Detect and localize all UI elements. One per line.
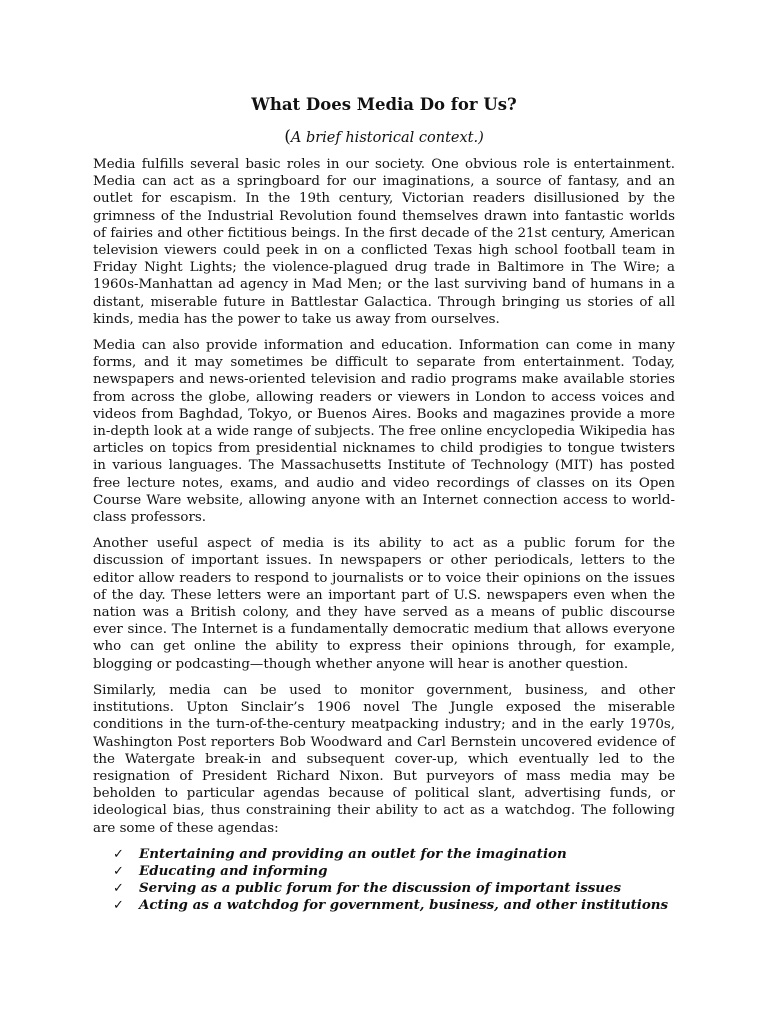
list-item-text: Serving as a public forum for the discussion of important issues <box>139 880 622 897</box>
list-item-text: Educating and informing <box>139 862 328 879</box>
paragraph-entertainment: Media fulfills several basic roles in our society. One obvious role is entertainment. Media can act as a springboard for our imaginations, a source of fantasy, and an outlet for escapism. In the 19th century, Victorian readers disillusioned by the grimness of the Industrial Revolution found themselves drawn into fantastic worlds of fairies and other fictitious beings. In the first decade of the 21st century, American television viewers could peek in on a conflicted Texas high school football team in Friday Night Lights; the violence-plagued drug trade in Baltimore in The Wire; a 1960s-Manhattan ad agency in Mad Men; or the last surviving band of humans in a distant, miserable future in Battlestar Galactica. Through bringing us stories of all kinds, media has the power to take us away from ourselves. <box>93 157 675 327</box>
paragraph-information: Media can also provide information and education. Information can come in many forms, and it may sometimes be difficult to separate from entertainment. Today, newspapers and news-oriented television and radio programs make available stories from across the globe, allowing readers or viewers in London to access voices and videos from Baghdad, Tokyo, or Buenos Aires. Books and magazines provide a more in-depth look at a wide range of subjects. The free online encyclopedia Wikipedia has articles on topics from presidential nicknames to child prodigies to tongue twisters in various languages. The Massachusetts Institute of Technology (MIT) has posted free lecture notes, exams, and audio and video recordings of classes on its Open Course Ware website, allowing anyone with an Internet connection access to world-class professors. <box>93 338 675 526</box>
document-body <box>93 156 675 915</box>
list-item <box>113 897 675 914</box>
list-item <box>113 863 675 880</box>
paragraph-watchdog: Similarly, media can be used to monitor government, business, and other institutions. Upton Sinclair’s 1906 novel The Jungle exposed the miserable conditions in the turn-of-the-century meatpacking industry; and in the early 1970s, Washington Post reporters Bob Woodward and Carl Bernstein uncovered evidence of the Watergate break-in and subsequent cover-up, which eventually led to the resignation of President Richard Nixon. But purveyors of mass media may be beholden to particular agendas because of political slant, advertising funds, or ideological bias, thus constraining their ability to act as a watchdog. The following are some of these agendas: <box>93 682 675 836</box>
list-item <box>113 880 675 897</box>
list-item <box>113 846 675 863</box>
document-title: What Does Media Do for Us? <box>251 95 517 114</box>
document-subtitle <box>0 126 768 149</box>
checkmark-icon: ✓ <box>113 881 124 897</box>
checkmark-icon: ✓ <box>113 898 124 914</box>
paragraph-public-forum: Another useful aspect of media is its ability to act as a public forum for the discussion of important issues. In newspapers or other periodicals, letters to the editor allow readers to respond to journalists or to voice their opinions on the issues of the day. These letters were an important part of U.S. newspapers even when the nation was a British colony, and they have served as a means of public discourse ever since. The Internet is a fundamentally democratic medium that allows everyone who can get online the ability to express their opinions through, for example, blogging or podcasting—though whether anyone will hear is another question. <box>93 536 675 672</box>
checkmark-icon: ✓ <box>113 846 124 862</box>
subtitle-open-paren: ( <box>284 127 291 147</box>
list-item-text: Entertaining and providing an outlet for the imagination <box>139 845 567 862</box>
checkmark-icon: ✓ <box>113 863 124 879</box>
subtitle-text: A brief historical context.) <box>290 130 484 146</box>
list-item-text: Acting as a watchdog for government, business, and other institutions <box>139 897 669 914</box>
agenda-list <box>93 846 675 915</box>
